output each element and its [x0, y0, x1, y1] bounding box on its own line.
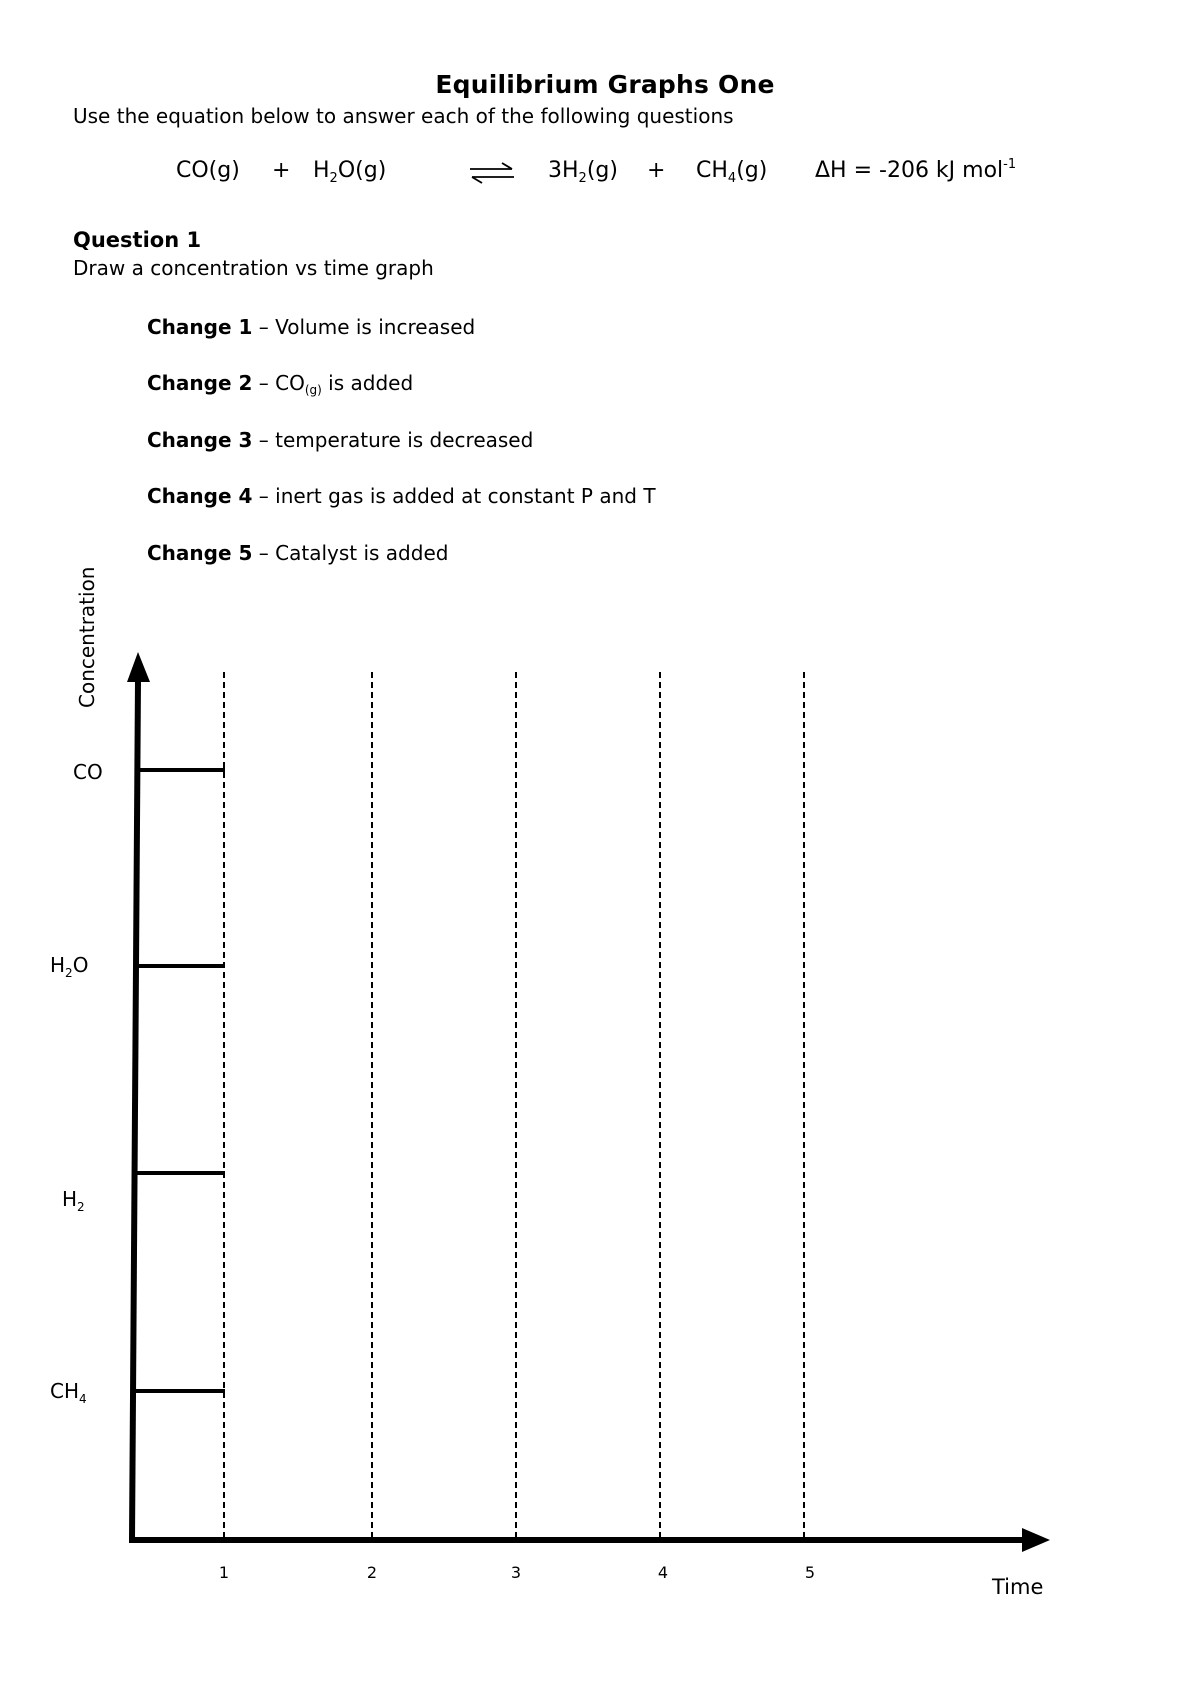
time-tick-5: 5: [804, 1563, 816, 1582]
change-3: Change 3 – temperature is decreased: [147, 428, 534, 452]
x-axis-arrowhead-icon: [1022, 1528, 1050, 1552]
reactant-h2o: $H_2O(g)$: [313, 158, 387, 186]
x-axis-label: Time: [992, 1575, 1044, 1599]
time-tick-4: 4: [657, 1563, 669, 1582]
time-tick-2: 2: [366, 1563, 378, 1582]
plus-sign-2: +: [647, 158, 666, 183]
page-title: Equilibrium Graphs One: [435, 70, 775, 99]
product-ch4: $CH_4(g)$: [696, 158, 768, 186]
intro-text: Use the equation below to answer each of the following questions: [73, 104, 734, 128]
plus-sign: +: [272, 158, 291, 183]
change-5: Change 5 – Catalyst is added: [147, 541, 449, 565]
change-2: Change $2 - CO_{(g)}$ is added: [147, 371, 414, 397]
change-1: Change 1 – Volume is increased: [147, 315, 476, 339]
question-instruction: Draw a concentration vs time graph: [73, 256, 434, 280]
species-label-co: CO: [73, 760, 103, 784]
species-label-ch4: $CH_4$: [50, 1379, 87, 1406]
y-axis-arrowhead-icon: [127, 652, 150, 682]
time-tick-1: 1: [218, 1563, 230, 1582]
enthalpy-value: ΔH = -206 kJ mol$^{-1}$: [815, 157, 1017, 183]
reactant-co: CO(g): [176, 158, 240, 183]
y-axis-label: Concentration: [75, 566, 99, 708]
y-axis: [132, 680, 138, 1540]
species-label-h2: $H_2$: [62, 1187, 85, 1214]
question-heading: Question 1: [73, 228, 202, 252]
product-h2: $3H_2(g)$: [548, 158, 618, 186]
change-4: Change 4 – inert gas is added at constant P and T: [147, 484, 656, 508]
species-label-h2o: $H_2O$: [50, 953, 89, 980]
time-tick-3: 3: [510, 1563, 522, 1582]
